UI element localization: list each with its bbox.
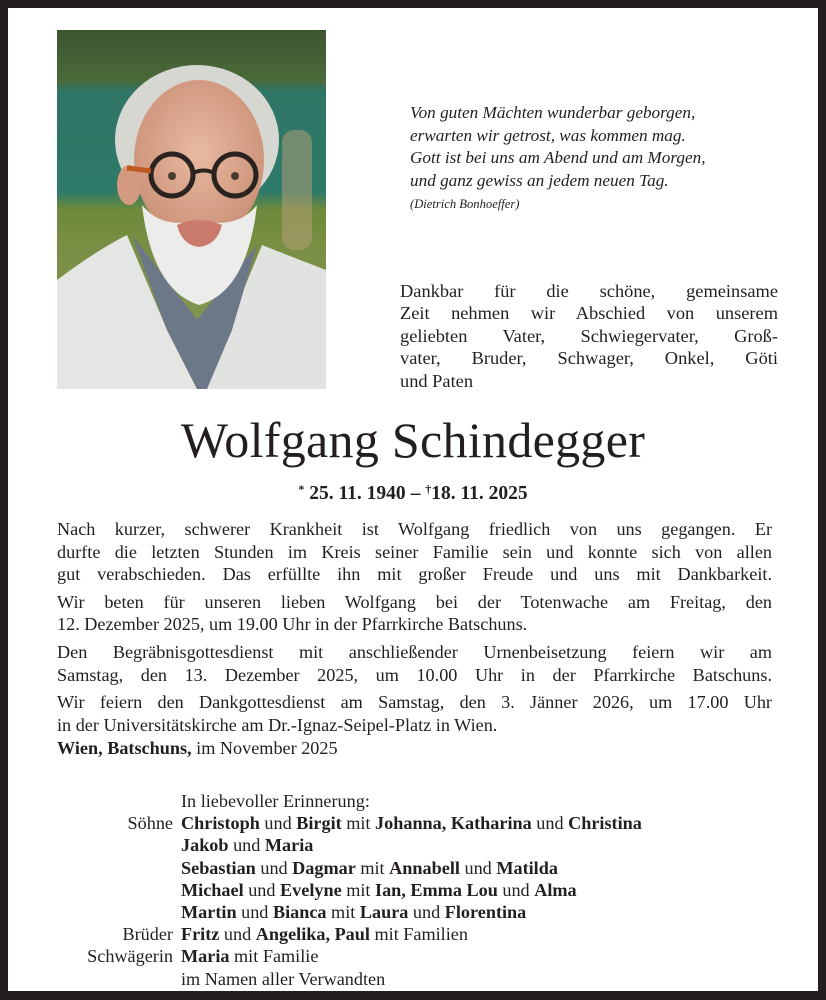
body-line: Wir beten für unseren lieben Wolfgang bei der Totenwache am Freitag, den — [57, 591, 772, 612]
connector-text: mit Familien — [369, 924, 468, 945]
connector-text: und — [259, 813, 297, 834]
relative-name: Christina — [568, 813, 642, 834]
month-year: im November 2025 — [191, 738, 338, 758]
relative-name: Alma — [534, 879, 577, 900]
poem-line: und ganz gewiss an jedem neuen Tag. — [410, 170, 669, 190]
connector-text: und — [255, 857, 293, 878]
connector-text: mit — [326, 902, 360, 923]
relation-label — [57, 857, 181, 879]
connector-text: und — [236, 902, 273, 923]
thanks-line: Zeit nehmen wir Abschied von unserem — [400, 303, 778, 324]
bonhoeffer-poem — [410, 102, 800, 213]
relative-names — [181, 923, 468, 945]
thanks-line: vater, Bruder, Schwager, Onkel, Göti — [400, 348, 778, 369]
relation-label: Schwägerin — [87, 946, 173, 967]
date-separator: – — [410, 483, 421, 504]
connector-text: und — [228, 835, 265, 856]
relative-name: Angelika, Paul — [255, 924, 370, 945]
thanks-line: geliebten Vater, Schwiegervater, Groß- — [400, 325, 778, 346]
portrait-image — [57, 30, 326, 389]
birth-star-icon: * — [298, 482, 305, 496]
place-and-date — [57, 737, 338, 759]
body-line: in der Universitätskirche am Dr.-Ignaz-Seipel-Platz in Wien. — [57, 714, 498, 735]
relative-name: Michael — [181, 879, 244, 900]
connector-text: und — [408, 902, 445, 923]
relation-label: Brüder — [122, 924, 173, 945]
place-names: Wien, Batschuns, — [57, 738, 192, 758]
connector-text: und — [459, 857, 497, 878]
family-row — [57, 857, 797, 879]
death-cross-icon: † — [425, 482, 432, 496]
relative-name: Christoph — [181, 813, 260, 834]
connector-text: mit Familie — [229, 946, 319, 967]
connector-text: mit — [355, 857, 390, 878]
family-row — [57, 901, 797, 923]
relative-name: Birgit — [296, 813, 342, 834]
relative-names — [181, 968, 385, 990]
paragraph-passing — [57, 518, 772, 586]
connector-text: und — [243, 879, 281, 900]
family-intro-row — [57, 790, 797, 812]
thanks-paragraph — [400, 280, 778, 392]
paragraph-funeral — [57, 641, 772, 686]
family-row — [57, 812, 797, 834]
relative-name: Maria — [181, 946, 230, 967]
body-line: Nach kurzer, schwerer Krankheit ist Wolfgang friedlich von uns gegangen. Er — [57, 519, 772, 539]
body-line: Samstag, den 13. Dezember 2025, um 10.00 Uhr in der Pfarrkirche Batschuns. — [57, 664, 772, 685]
relative-names — [181, 857, 558, 879]
family-row — [57, 968, 797, 990]
relative-names — [181, 812, 642, 834]
family-intro: In liebevoller Erinnerung: — [181, 791, 370, 811]
paragraph-vigil — [57, 591, 772, 636]
relative-name: Jakob — [181, 835, 229, 856]
connector-text: und — [497, 879, 535, 900]
thanks-line: und Paten — [400, 370, 474, 391]
mourners-list — [57, 790, 797, 990]
relative-name: Sebastian — [181, 857, 256, 878]
poem-line: Von guten Mächten wunderbar geborgen, — [410, 103, 696, 122]
relative-name: Maria — [264, 835, 314, 856]
connector-text: mit — [341, 879, 376, 900]
poem-line: erwarten wir getrost, was kommen mag. — [410, 125, 686, 145]
poem-author: (Dietrich Bonhoeffer) — [410, 197, 520, 212]
body-line: 12. Dezember 2025, um 19.00 Uhr in der Pfarrkirche Batschuns. — [57, 614, 528, 635]
relative-names — [181, 945, 318, 967]
connector-text: im Namen aller Verwandten — [181, 968, 386, 989]
connector-text: und — [219, 924, 256, 945]
relation-label — [57, 968, 181, 990]
relative-names — [181, 879, 577, 901]
relation-label — [57, 879, 181, 901]
body-line: durfte die letzten Stunden im Kreis seiner Familie sein und konnte sich von allen — [57, 541, 772, 562]
obituary-notice — [8, 8, 818, 991]
body-line: Den Begräbnisgottesdienst mit anschließender Urnenbeisetzung feiern wir am — [57, 641, 772, 662]
life-dates — [8, 477, 818, 506]
paragraph-thanksgiving-mass — [57, 691, 772, 736]
relative-names — [181, 834, 313, 856]
relation-label — [57, 901, 181, 923]
relative-name: Evelyne — [280, 879, 342, 900]
obituary-body — [57, 518, 772, 741]
relative-name: Laura — [359, 902, 409, 923]
relative-name: Fritz — [181, 924, 220, 945]
connector-text: mit — [341, 813, 376, 834]
birth-date: 25. 11. 1940 — [309, 483, 406, 504]
thanks-line: Dankbar für die schöne, gemeinsame — [400, 281, 778, 301]
relative-name: Dagmar — [292, 857, 356, 878]
family-row — [57, 923, 797, 945]
relative-name: Florentina — [444, 902, 527, 923]
family-row — [57, 945, 797, 967]
relation-label: Söhne — [127, 813, 173, 834]
relative-names — [181, 901, 526, 923]
relative-name: Bianca — [272, 902, 327, 923]
relation-label — [57, 834, 181, 856]
family-row — [57, 879, 797, 901]
portrait-photo — [57, 30, 326, 389]
relative-name: Johanna, Katharina — [375, 813, 532, 834]
relative-name: Annabell — [389, 857, 460, 878]
poem-line: Gott ist bei uns am Abend und am Morgen, — [410, 148, 706, 168]
connector-text: und — [531, 813, 569, 834]
relative-name: Martin — [181, 902, 237, 923]
deceased-name: Wolfgang Schindegger — [180, 412, 646, 468]
family-row — [57, 834, 797, 856]
body-line: Wir feiern den Dankgottesdienst am Samstag, den 3. Jänner 2026, um 17.00 Uhr — [57, 692, 772, 713]
body-line: gut verabschieden. Das erfüllte ihn mit großer Freude und uns mit Dankbarkeit. — [57, 564, 772, 585]
death-date: 18. 11. 2025 — [431, 483, 528, 504]
relative-name: Ian, Emma Lou — [375, 879, 498, 900]
relative-name: Matilda — [496, 857, 558, 878]
